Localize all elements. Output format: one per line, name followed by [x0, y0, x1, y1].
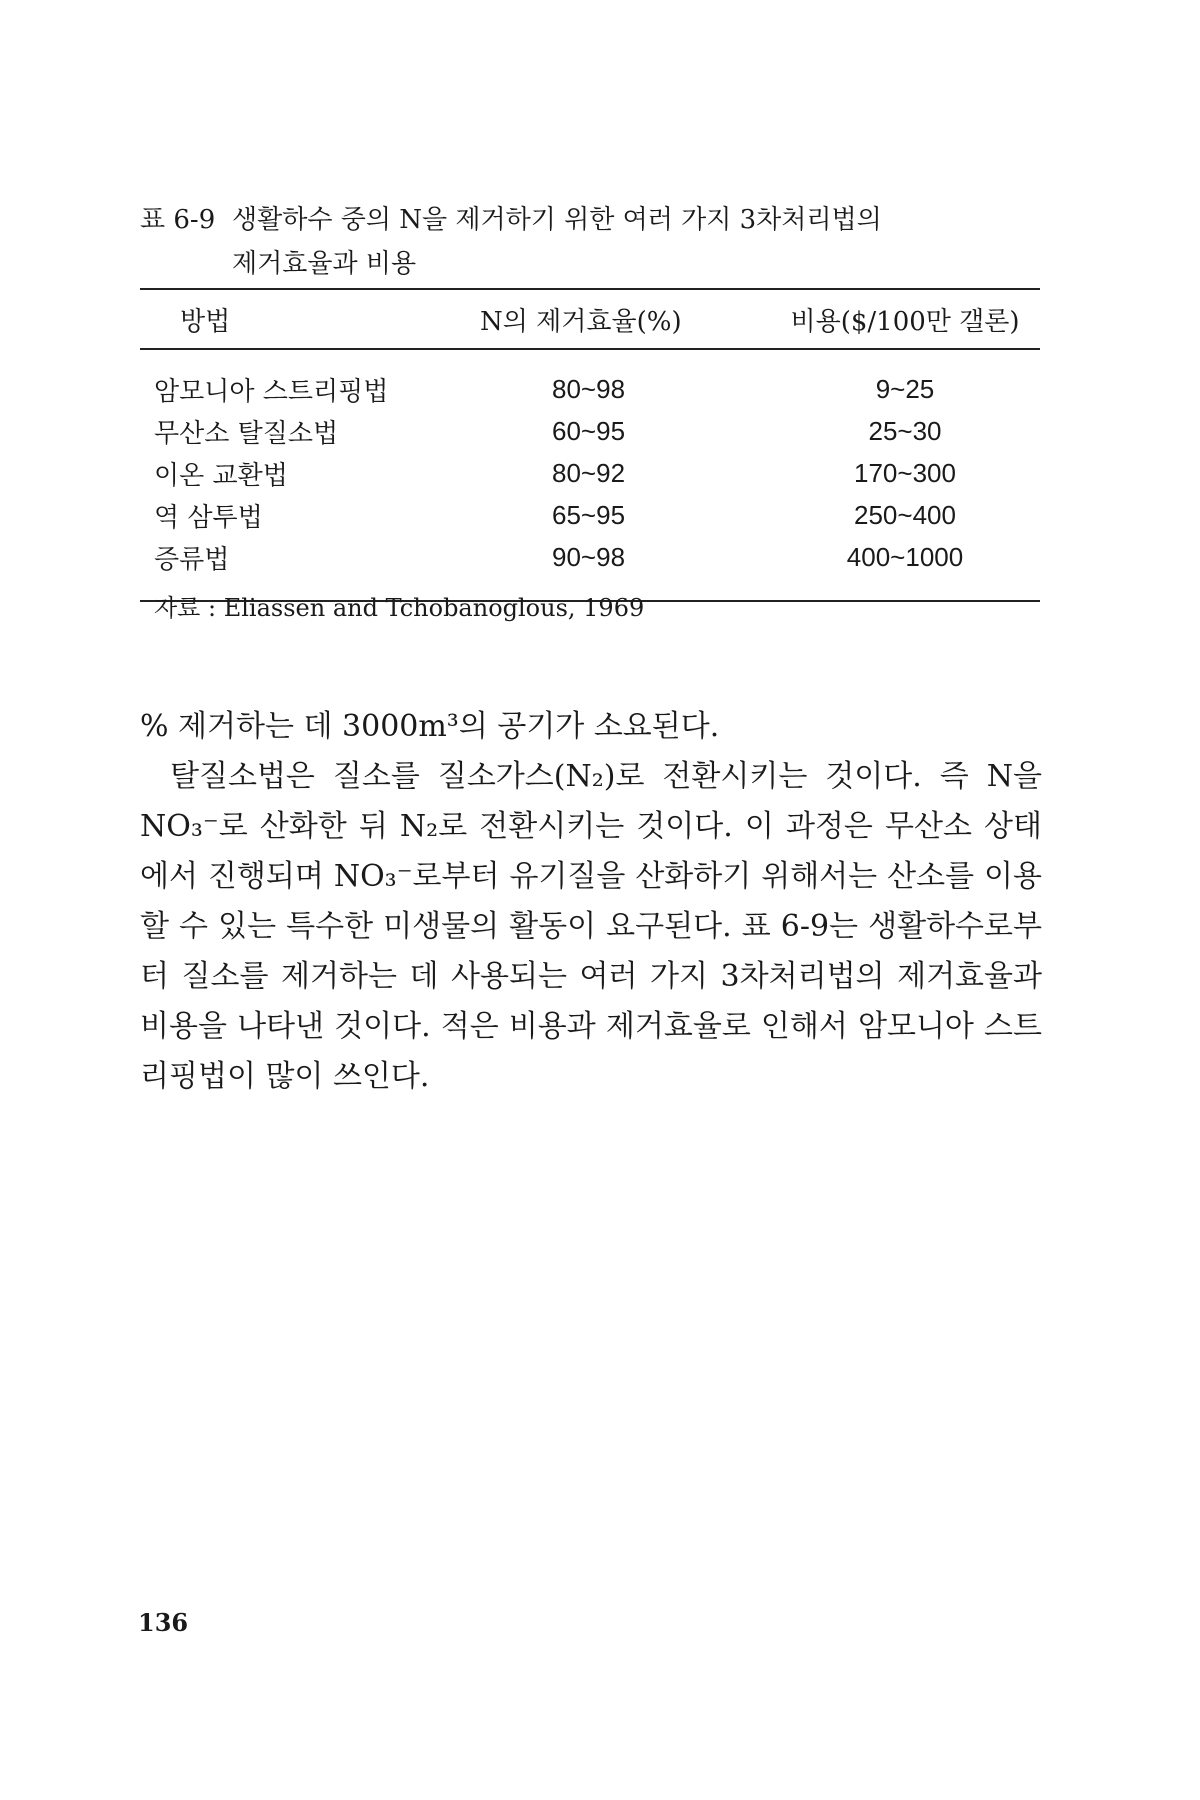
cell-efficiency: 80~92	[552, 457, 626, 488]
cell-cost: 9~25	[875, 373, 935, 404]
cell-efficiency: 60~95	[552, 415, 626, 446]
table-row	[140, 452, 1040, 494]
cell-method: 역 삼투법	[154, 502, 263, 533]
caption-line-2: 제거효율과 비용	[232, 249, 417, 279]
paragraph-continued: % 제거하는 데 3000m³의 공기가 소요된다.	[140, 709, 720, 744]
caption-label: 표 6-9	[140, 205, 216, 235]
table-row	[140, 410, 1040, 452]
cell-method: 이온 교환법	[154, 460, 288, 491]
page-number: 136	[138, 1608, 189, 1637]
table-source: 자료 : Eliassen and Tchobanoglous, 1969	[154, 594, 645, 622]
caption-line-1	[140, 198, 1040, 242]
body-text	[140, 702, 1042, 1102]
table-row	[140, 494, 1040, 536]
cell-cost: 400~1000	[846, 541, 964, 572]
cell-method: 암모니아 스트리핑법	[154, 376, 389, 407]
table-header-row	[140, 289, 1040, 349]
header-cost: 비용($/100만 갤론)	[790, 306, 1020, 337]
caption-title: 생활하수 중의 N을 제거하기 위한 여러 가지 3차처리법의	[232, 205, 882, 235]
cell-cost: 25~30	[868, 415, 942, 446]
cell-efficiency: 90~98	[552, 541, 626, 572]
cell-cost: 250~400	[854, 499, 956, 530]
table-caption	[140, 198, 1040, 286]
cell-method: 증류법	[154, 544, 230, 575]
data-table	[140, 288, 1040, 602]
cell-cost: 170~300	[854, 457, 956, 488]
cell-efficiency: 80~98	[552, 373, 626, 404]
paragraph: 탈질소법은 질소를 질소가스(N₂)로 전환시키는 것이다. 즉 N을 NO₃⁻로 산화한 뒤 N₂로 전환시키는 것이다. 이 과정은 무산소 상태에서 진행되며 NO₃⁻로부터 유기질을 산화하기 위해서는 산소를 이용할 수 있는 특수한 미생물의 활동이 요구된다. 표 6-9는 생활하수로부터 질소를 제거하는 데 사용되는 여러 가지 3차처리법의 제거효율과 비용을 나타낸 것이다. 적은 비용과 제거효율로 인해서 암모니아 스트리핑법이 많이 쓰인다.	[140, 759, 1042, 1094]
cell-efficiency: 65~95	[552, 499, 626, 530]
header-method: 방법	[180, 306, 231, 337]
table-row	[140, 349, 1040, 410]
cell-method: 무산소 탈질소법	[154, 418, 339, 449]
header-efficiency: N의 제거효율(%)	[480, 306, 682, 337]
